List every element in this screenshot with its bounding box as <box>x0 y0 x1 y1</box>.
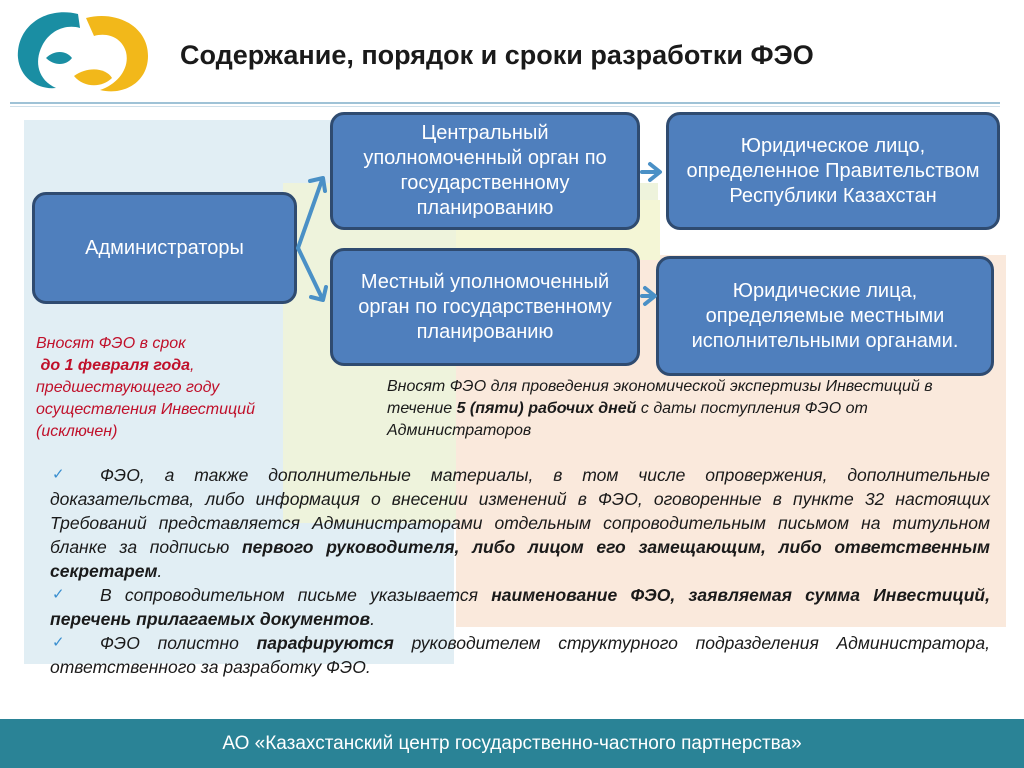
expertise-note <box>387 376 967 442</box>
bullet-1-text: ФЭО, а также дополнительные материалы, в том числе опровержения, дополнительные доказательства, либо информация о внесении изменений в ФЭО, оговоренные в пункте 32 настоящих Требований представляется Администраторами отдельным сопроводительным письмом на титульном бланке за подписью <box>50 465 990 557</box>
arrow-to-local <box>298 248 322 298</box>
footer-text: АО «Казахстанский центр государственно-частного партнерства» <box>222 733 802 754</box>
bullet-list <box>50 463 990 679</box>
box-legal-entity-gov-label: Юридическое лицо, определенное Правительством Республики Казахстан <box>686 134 980 207</box>
list-item <box>50 583 990 631</box>
page-title: Содержание, порядок и сроки разработки ФЭО <box>180 40 814 70</box>
list-item <box>50 463 990 583</box>
bullet-3-end: руководителем структурного подразделения Администратора, ответственного за разработку ФЭО. <box>50 633 990 677</box>
box-administrators-label: Администраторы <box>85 236 244 259</box>
bullet-1-end: . <box>157 561 163 581</box>
deadline-note-comma: , <box>190 357 195 374</box>
box-central-organ-label: Центральный уполномоченный орган по государственному планированию <box>363 122 607 219</box>
bullet-3-text: ФЭО полистно <box>100 633 239 653</box>
deadline-note-prefix: Вносят ФЭО в срок <box>36 335 186 352</box>
checkmark-icon: ✓ <box>52 634 65 651</box>
bullet-3-bold: парафируются <box>256 633 394 653</box>
list-item <box>50 631 990 679</box>
checkmark-icon: ✓ <box>52 586 65 603</box>
bullet-1-bold: первого руководителя, либо лицом его замещающим, либо ответственным секретарем <box>50 537 990 581</box>
expertise-note-rest: с даты поступления ФЭО от Администраторов <box>387 400 868 439</box>
bullet-2-text: В сопроводительном письме указывается <box>100 585 478 605</box>
deadline-note-bold: до 1 февраля года <box>40 357 191 374</box>
box-local-organ-label: Местный уполномоченный орган по государственному планированию <box>358 270 612 343</box>
bullet-2-end: . <box>370 609 375 629</box>
box-legal-entities-local-label: Юридические лица, определяемые местными исполнительными органами. <box>691 279 959 352</box>
expertise-note-bold: 5 (пяти) рабочих дней <box>456 400 637 417</box>
bullet-2-bold: наименование ФЭО, заявляемая сумма Инвестиций, перечень прилагаемых документов <box>50 585 990 629</box>
arrow-to-central <box>298 180 322 248</box>
deadline-note <box>36 333 326 443</box>
deadline-note-rest: предшествующего году осуществления Инвестиций (исключен) <box>36 379 255 440</box>
expertise-note-prefix: Вносят ФЭО для проведения экономической экспертизы Инвестиций в течение <box>387 378 933 417</box>
checkmark-icon: ✓ <box>52 466 65 483</box>
